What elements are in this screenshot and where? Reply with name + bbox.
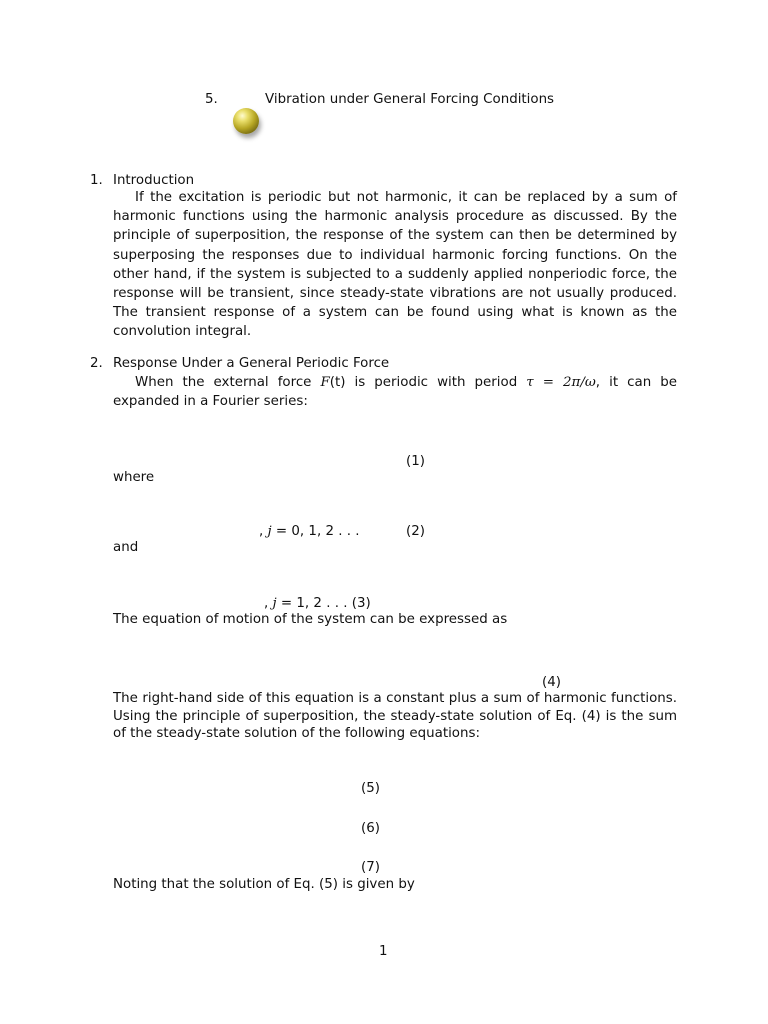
force-symbol: F: [320, 375, 330, 390]
equation-2-index: , j = 0, 1, 2 . . .: [259, 524, 360, 539]
equation-4-label: (4): [542, 675, 561, 690]
section-2-intro: [113, 373, 677, 411]
intro-text-c: , it can be expanded in a Fourier series:: [113, 375, 677, 410]
equation-3-index: , j = 1, 2 . . . (3): [264, 596, 371, 611]
section-2-heading: Response Under a General Periodic Force: [113, 356, 390, 371]
time-argument: (t): [329, 375, 346, 390]
and-text: and: [113, 540, 139, 555]
intro-text-b: is periodic with period: [345, 375, 527, 390]
equation-2-label: (2): [406, 524, 425, 539]
equation-7-label: (7): [361, 860, 380, 875]
motion-text: The equation of motion of the system can be expressed as: [113, 612, 508, 627]
index-j: j: [267, 524, 272, 539]
section-1-heading: Introduction: [113, 173, 195, 188]
where-text: where: [113, 470, 155, 485]
rhs-description: The right-hand side of this equation is a constant plus a sum of harmonic functions. Using the principle of superposition, the steady-state solution of Eq. (4) is the sum of the steady-state solution of the following equations:: [113, 691, 677, 741]
equation-5-label: (5): [361, 781, 380, 796]
title-number: 5.: [205, 92, 218, 107]
page-number: 1: [379, 944, 388, 959]
period-expression: τ = 2π/ω: [526, 375, 596, 390]
index-j: j: [272, 596, 277, 611]
gold-sphere-bullet-icon: [233, 108, 259, 134]
section-1-number: 1.: [90, 173, 103, 188]
equation-1-label: (1): [406, 454, 425, 469]
section-2-number: 2.: [90, 356, 103, 371]
intro-text-a: When the external force: [135, 375, 321, 390]
equation-6-label: (6): [361, 821, 380, 836]
section-1-body: If the excitation is periodic but not harmonic, it can be replaced by a sum of harmonic functions using the harmonic analysis procedure as discussed. By the principle of superposition, the response of the system can then be determined by superposing the responses due to individual harmonic forcing functions. On the other hand, if the system is subjected to a suddenly applied nonperiodic force, the response will be transient, since steady-state vibrations are not usually produced. The transient response of a system can be found using what is known as the convolution integral.: [113, 190, 677, 340]
noting-text: Noting that the solution of Eq. (5) is given by: [113, 877, 415, 892]
page-title: Vibration under General Forcing Conditions: [265, 92, 555, 107]
